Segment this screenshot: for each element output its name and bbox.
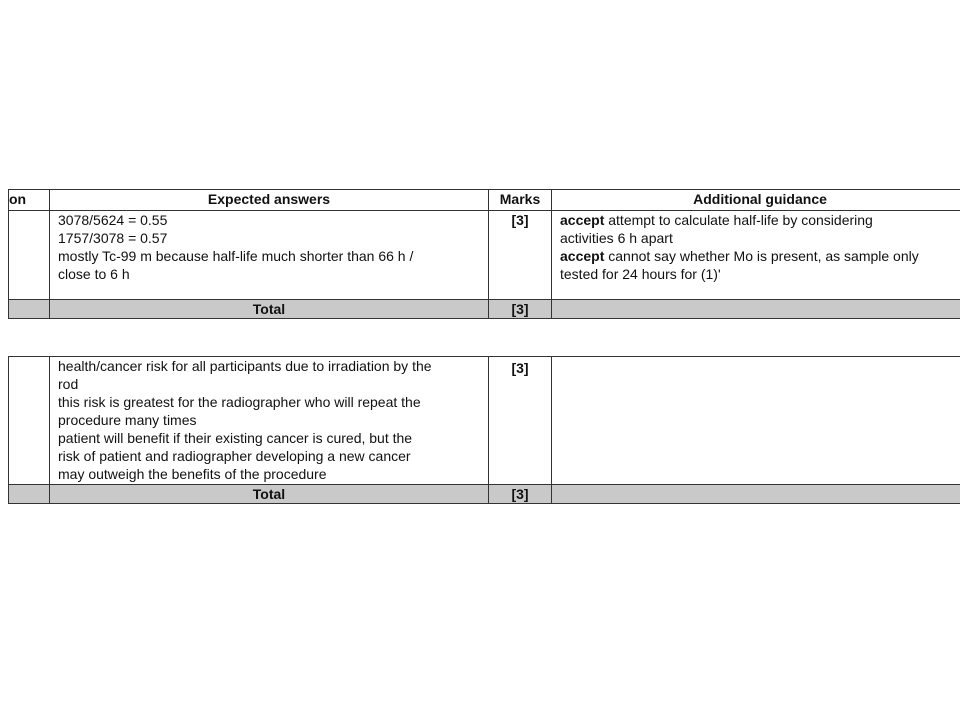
expected-answers-header: Expected answers: [50, 190, 489, 211]
total-guidance-cell: [552, 485, 960, 504]
answer-line: may outweigh the benefits of the procedure: [58, 466, 327, 482]
table-row: [9, 357, 960, 485]
total-label: Total: [50, 300, 489, 319]
answer-line: health/cancer risk for all participants due to irradiation by the: [58, 358, 432, 374]
marks-cell: [3]: [489, 211, 552, 300]
guidance-cell: [552, 211, 960, 300]
total-question-cell: [9, 300, 50, 319]
guidance-text: tested for 24 hours for (1)': [560, 266, 721, 282]
guidance-text: cannot say whether Mo is present, as sample only: [604, 248, 919, 264]
total-row: [9, 485, 960, 504]
question-cell: [9, 211, 50, 300]
guidance-line: [560, 265, 960, 283]
expected-answers-cell: [50, 211, 489, 300]
additional-guidance-header: Additional guidance: [552, 190, 960, 211]
marks-header: Marks: [489, 190, 552, 211]
total-marks: [3]: [489, 485, 552, 504]
guidance-text: attempt to calculate half-life by considering: [604, 212, 873, 228]
expected-answers-cell: [50, 357, 489, 485]
guidance-line: [560, 211, 960, 229]
answer-line: this risk is greatest for the radiographer who will repeat the: [58, 394, 421, 410]
answer-line: risk of patient and radiographer developing a new cancer: [58, 448, 411, 464]
question-cell: [9, 357, 50, 485]
answer-line: rod: [58, 376, 79, 392]
guidance-line: [560, 229, 960, 247]
guidance-line: [560, 247, 960, 265]
answer-line: patient will benefit if their existing cancer is cured, but the: [58, 430, 413, 446]
total-marks: [3]: [489, 300, 552, 319]
total-label: Total: [50, 485, 489, 504]
guidance-text: activities 6 h apart: [560, 230, 673, 246]
question-column-header: on: [9, 190, 50, 211]
mark-scheme-table-2: [8, 356, 960, 504]
answer-line: procedure many times: [58, 412, 197, 428]
total-guidance-cell: [552, 300, 960, 319]
guidance-keyword: accept: [560, 212, 605, 228]
guidance-cell: [552, 357, 960, 485]
answer-line: close to 6 h: [58, 266, 130, 282]
answer-line: 3078/5624 = 0.55: [58, 212, 168, 228]
mark-scheme-table-1: [8, 189, 960, 319]
answer-line: mostly Tc-99 m because half-life much shorter than 66 h /: [58, 248, 414, 264]
marks-cell: [3]: [489, 357, 552, 485]
table-row: [9, 211, 960, 300]
total-row: [9, 300, 960, 319]
total-question-cell: [9, 485, 50, 504]
table-header-row: [9, 190, 960, 211]
guidance-keyword: accept: [560, 248, 605, 264]
answer-line: 1757/3078 = 0.57: [58, 230, 168, 246]
